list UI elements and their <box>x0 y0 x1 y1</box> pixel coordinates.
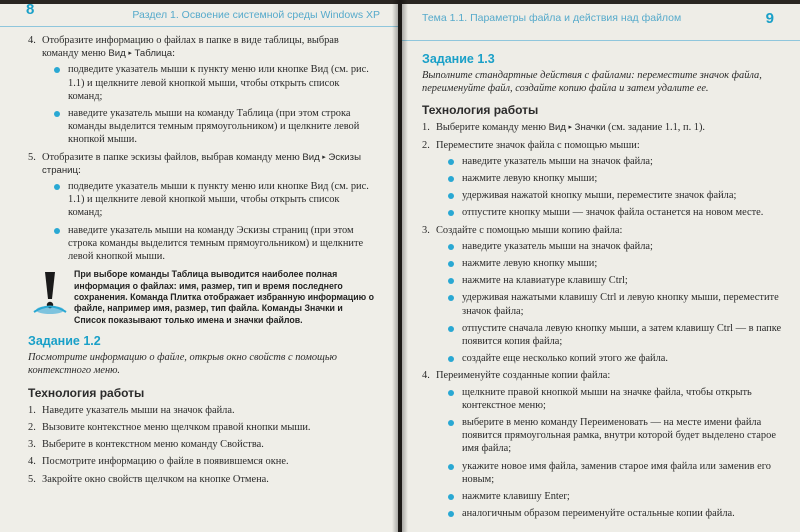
left-page <box>0 4 398 532</box>
list-item <box>28 455 376 468</box>
bullet-text: наведите указатель мыши на значок файла; <box>462 155 653 167</box>
bullet-text: отпустите сначала левую кнопку мыши, а затем клавишу Ctrl — в папке появится копия файла; <box>462 322 782 348</box>
right-page <box>402 4 800 532</box>
step-2 <box>422 139 784 220</box>
book-gutter <box>392 0 408 532</box>
step-text: Закройте окно свойств щелчком на кнопке Отмена. <box>42 473 269 485</box>
right-running-header: Тема 1.1. Параметры файла и действия над файлом <box>422 12 682 24</box>
bullet-text: нажмите клавишу Enter; <box>462 491 570 503</box>
step-number: 4. <box>422 370 430 382</box>
info-note <box>28 269 376 326</box>
step-4-table-view <box>28 34 376 147</box>
bullet-icon <box>448 261 454 267</box>
step-1 <box>422 121 784 134</box>
menu-arrow-icon: ▸ <box>568 123 573 132</box>
bullet-text: наведите указатель мыши на команду Таблица (при этом строка команды выделится темным прямоугольником) и щелкните левой кнопкой мыши. <box>68 108 360 146</box>
bullet-text: нажмите на клавиатуре клавишу Ctrl; <box>462 275 628 287</box>
bullet-icon <box>448 390 454 396</box>
left-running-header: Раздел 1. Освоение системной среды Windows XP <box>132 9 380 21</box>
bullet-icon <box>448 244 454 250</box>
step-4 <box>422 369 784 520</box>
menu-label: Вид <box>548 122 566 134</box>
task-1-2-description: Посмотрите информацию о файле, открыв окно свойств с помощью контекстного меню. <box>28 352 337 377</box>
list-item <box>28 421 376 434</box>
task-1-2-steps <box>28 404 376 486</box>
task-1-2-title: Задание 1.2 <box>28 334 101 349</box>
technology-heading: Технология работы <box>422 103 539 118</box>
note-text: При выборе команды Таблица выводится наиболее полная информация о файлах: имя, размер, тип и время последнего сохранения. Команда Плитка отображает избранную информацию о файле, например имя, размер, тип файла. Команды Значки и Список показывают только имена и значки файлов. <box>74 269 374 325</box>
step-text: Создайте с помощью мыши копию файла: <box>436 224 623 236</box>
bullet-icon <box>448 356 454 362</box>
bullet-item <box>436 240 784 253</box>
bullet-icon <box>448 210 454 216</box>
step-number: 4. <box>28 35 36 46</box>
left-content <box>0 34 398 490</box>
bullet-text: наведите указатель мыши на значок файла; <box>462 240 653 252</box>
right-page-number: 9 <box>765 10 774 27</box>
technology-heading: Технология работы <box>28 385 145 400</box>
right-page-header <box>402 10 800 41</box>
step-number: 1. <box>28 404 36 416</box>
left-page-header <box>0 4 398 27</box>
menu-label: Вид <box>302 151 320 163</box>
step-text: Отобразите в папке эскизы файлов, выбрав команду меню <box>42 151 303 163</box>
bullet-icon <box>448 494 454 500</box>
bullet-item <box>42 224 376 264</box>
step-number: 2. <box>422 139 430 151</box>
bullet-item <box>42 107 376 147</box>
bullet-icon <box>54 184 60 190</box>
bullet-text: подведите указатель мыши к пункту меню или кнопке Вид (см. рис. 1.1) и щелкните левой кнопкой мыши, чтобы открыть список команд; <box>68 64 369 102</box>
exclamation-icon <box>32 269 68 315</box>
list-item <box>28 438 376 451</box>
bullet-icon <box>448 326 454 332</box>
menu-label: Таблица <box>134 48 173 60</box>
punct: : <box>172 48 175 60</box>
bullet-item <box>436 507 784 520</box>
step-text: Переместите значок файла с помощью мыши: <box>436 139 640 151</box>
bullet-item <box>42 180 376 220</box>
bullet-item <box>42 63 376 103</box>
menu-label: Эскизы страниц <box>42 151 361 176</box>
punct: : <box>78 164 81 176</box>
bullet-item <box>436 322 784 348</box>
step-text: Выберите в контекстном меню команду Свойства. <box>42 439 264 451</box>
step-2-bullets <box>436 155 784 220</box>
bullet-item <box>436 386 784 412</box>
bullet-text: нажмите левую кнопку мыши; <box>462 258 598 270</box>
bullet-icon <box>448 511 454 517</box>
step-5-thumbnails <box>28 151 376 264</box>
step-text: Посмотрите информацию о файле в появившемся окне. <box>42 456 289 468</box>
list-item <box>28 404 376 417</box>
step-number: 5. <box>28 151 36 163</box>
bullet-text: удерживая нажатой кнопку мыши, переместите значок файла; <box>462 190 737 202</box>
step-5-bullets <box>42 180 376 263</box>
step-4-bullets <box>42 63 376 146</box>
task-1-3-description: Выполните стандартные действия с файлами: переместите значок файла, переименуйте файл, создайте копию файла и затем удалите ее. <box>422 70 762 95</box>
bullet-text: аналогичным образом переименуйте остальные копии файла. <box>462 508 735 520</box>
menu-label: Значки <box>574 122 606 134</box>
step-number: 3. <box>28 439 36 451</box>
bullet-icon <box>54 228 60 234</box>
bullet-text: создайте еще несколько копий этого же файла. <box>462 353 669 365</box>
step-text: Выберите команду меню <box>436 122 549 134</box>
menu-arrow-icon: ▸ <box>322 152 326 161</box>
bullet-icon <box>448 420 454 426</box>
step-text: Отобразите информацию о файлах в папке в виде таблицы, выбрав команду меню <box>42 35 339 60</box>
step-number: 1. <box>422 122 430 134</box>
step-number: 3. <box>422 224 430 236</box>
menu-arrow-icon: ▸ <box>128 49 132 58</box>
step-4-bullets <box>436 386 784 521</box>
bullet-icon <box>448 464 454 470</box>
bullet-item <box>436 206 784 219</box>
bullet-icon <box>448 193 454 199</box>
step-3 <box>422 224 784 366</box>
bullet-item <box>436 416 784 456</box>
bullet-item <box>436 352 784 365</box>
bullet-icon <box>448 295 454 301</box>
bullet-item <box>436 155 784 168</box>
bullet-item <box>436 257 784 270</box>
bullet-text: выберите в меню команду Переименовать — на месте имени файла появится прямоугольная рамка, внутри которой будет выделено старое имя файла; <box>462 417 777 455</box>
step-number: 5. <box>28 473 36 485</box>
step-text: (см. задание 1.1, п. 1). <box>605 122 706 134</box>
bullet-item <box>436 274 784 287</box>
step-text: Переименуйте созданные копии файла: <box>436 370 611 382</box>
bullet-text: наведите указатель мыши на команду Эскизы страниц (при этом строка команды выделится темным прямоугольником) и щелкните левой кнопкой мыши. <box>68 224 364 263</box>
list-item <box>28 473 376 486</box>
bullet-item <box>436 189 784 202</box>
step-number: 4. <box>28 456 36 468</box>
bullet-text: укажите новое имя файла, заменив старое имя файла или заменив его новым; <box>462 460 771 485</box>
bullet-item <box>436 460 784 486</box>
bullet-item <box>436 172 784 185</box>
bullet-icon <box>448 159 454 165</box>
step-text: Наведите указатель мыши на значок файла. <box>42 404 235 416</box>
left-page-number: 8 <box>26 4 35 18</box>
bullet-icon <box>54 67 60 73</box>
bullet-item <box>436 291 784 317</box>
bullet-text: щелкните правой кнопкой мыши на значке файла, чтобы открыть контекстное меню; <box>462 386 752 411</box>
bullet-text: отпустите кнопку мыши — значок файла останется на новом месте. <box>462 207 764 219</box>
bullet-text: удерживая нажатыми клавишу Ctrl и левую кнопку мыши, переместите значок файла; <box>462 292 779 317</box>
bullet-text: нажмите левую кнопку мыши; <box>462 173 598 185</box>
task-1-3-title: Задание 1.3 <box>422 52 495 66</box>
bullet-icon <box>448 176 454 182</box>
bullet-icon <box>448 278 454 284</box>
step-number: 2. <box>28 421 36 433</box>
step-text: Вызовите контекстное меню щелчком правой кнопки мыши. <box>42 421 311 433</box>
bullet-icon <box>54 111 60 117</box>
menu-label: Вид <box>108 48 126 60</box>
step-3-bullets <box>436 240 784 366</box>
right-content <box>402 52 800 524</box>
bullet-item <box>436 490 784 503</box>
bullet-text: подведите указатель мыши к пункту меню или кнопке Вид (см. рис. 1.1) и щелкните левой кнопкой мыши, чтобы открыть список команд; <box>68 181 369 219</box>
